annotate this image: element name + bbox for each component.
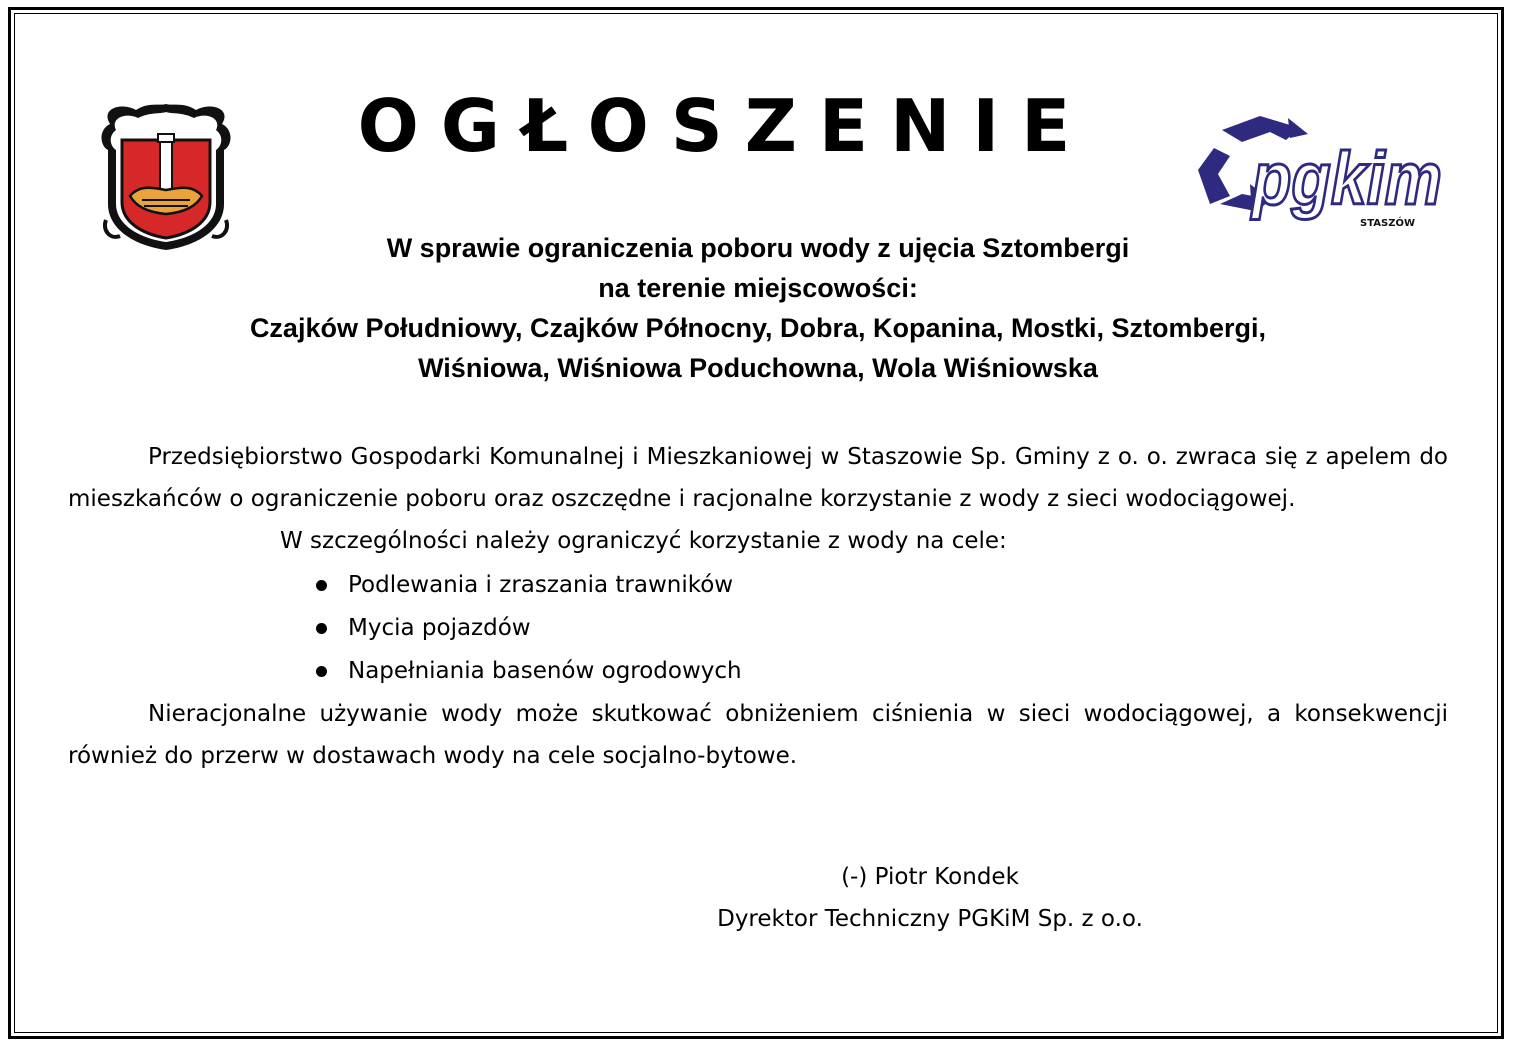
heading-line-2: na terenie miejscowości: bbox=[598, 273, 918, 303]
announcement-heading bbox=[70, 228, 1446, 388]
heading-line-3: Czajków Południowy, Czajków Północny, Dobra, Kopanina, Mostki, Sztombergi, bbox=[249, 313, 1267, 343]
signature-block bbox=[580, 856, 1280, 940]
bullet-icon bbox=[316, 666, 327, 677]
list-item: Napełniania basenów ogrodowych bbox=[312, 650, 1448, 693]
pgkim-logo bbox=[1190, 112, 1450, 234]
bullet-icon bbox=[316, 623, 327, 634]
consequences-paragraph: Nieracjonalne używanie wody może skutkować obniżeniem ciśnienia w sieci wodociągowej, a konsekwencji również do przerw w dostawach wody na cele socjalno-bytowe. bbox=[68, 701, 1448, 769]
heading-line-1: W sprawie ograniczenia poboru wody z ujęcia Sztombergi bbox=[386, 233, 1130, 263]
heading-line-4: Wiśniowa, Wiśniowa Poduchowna, Wola Wiśniowska bbox=[418, 353, 1098, 383]
list-item: Mycia pojazdów bbox=[312, 607, 1448, 650]
restrictions-list bbox=[68, 564, 1448, 693]
pgkim-brand-text: pgkim bbox=[1250, 137, 1442, 220]
restrictions-intro: W szczególności należy ograniczyć korzystanie z wody na cele: bbox=[280, 528, 1007, 554]
list-item: Podlewania i zraszania trawników bbox=[312, 564, 1448, 607]
bullet-icon bbox=[316, 580, 327, 591]
pgkim-city-text: STASZÓW bbox=[1360, 218, 1415, 229]
announcement-title: OGŁOSZENIE bbox=[357, 84, 1093, 168]
signatory-role: Dyrektor Techniczny PGKiM Sp. z o.o. bbox=[717, 906, 1143, 932]
appeal-paragraph: Przedsiębiorstwo Gospodarki Komunalnej i Mieszkaniowej w Staszowie Sp. Gminy z o. o. zwraca się z apelem do mieszkańców o ograniczenie poboru oraz oszczędne i racjonalne korzystanie z wody z sieci wodociągowej. bbox=[68, 444, 1448, 512]
announcement-body bbox=[68, 436, 1448, 777]
signatory-name: (-) Piotr Kondek bbox=[841, 864, 1019, 890]
